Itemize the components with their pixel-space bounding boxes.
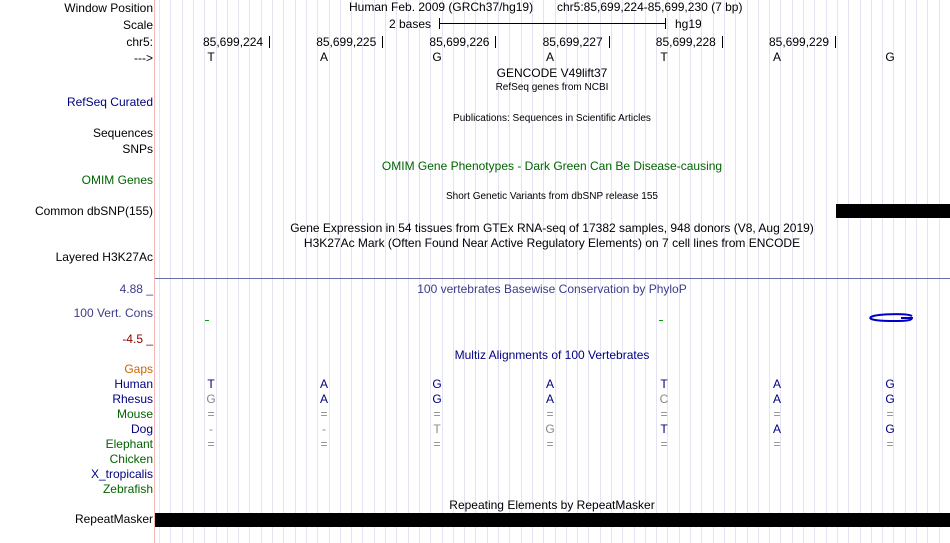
alignment-cell: A bbox=[545, 392, 555, 406]
window-position-label: Window Position bbox=[64, 1, 153, 15]
phylop-max-label: 4.88 _ bbox=[119, 282, 153, 296]
alignment-cell: T bbox=[207, 377, 215, 391]
sequences-label[interactable]: Sequences bbox=[92, 126, 153, 140]
coordinate-tick bbox=[382, 36, 383, 48]
coordinate-tick bbox=[609, 36, 610, 48]
phylop-logo-glyph bbox=[868, 313, 918, 325]
alignment-cell: G bbox=[885, 392, 895, 406]
coordinate-tick-label: 85,699,227 bbox=[542, 35, 603, 49]
alignment-cell: = bbox=[433, 437, 441, 451]
scale-bar-right-tick bbox=[665, 18, 666, 29]
alignment-cell: G bbox=[432, 377, 442, 391]
coordinate-tick bbox=[835, 36, 836, 48]
db-text: hg19 bbox=[675, 17, 702, 31]
chrom-label: chr5: bbox=[126, 35, 153, 49]
common-dbsnp-label[interactable]: Common dbSNP(155) bbox=[34, 204, 153, 218]
alignment-cell: = bbox=[320, 407, 328, 421]
base-letter: A bbox=[545, 50, 555, 64]
coordinate-tick-label: 85,699,228 bbox=[655, 35, 716, 49]
alignment-cell: = bbox=[886, 407, 894, 421]
alignment-cell: A bbox=[772, 377, 782, 391]
gaps-label[interactable]: Gaps bbox=[124, 362, 153, 376]
h3k27ac-track-title[interactable]: H3K27Ac Mark (Often Found Near Active Regulatory Elements) on 7 cell lines from ENCODE bbox=[303, 236, 801, 250]
coordinate-tick-label: 85,699,226 bbox=[429, 35, 490, 49]
alignment-cell: A bbox=[772, 422, 782, 436]
alignment-cell: T bbox=[660, 422, 668, 436]
coordinate-tick bbox=[495, 36, 496, 48]
coordinate-tick bbox=[269, 36, 270, 48]
publications-track-title[interactable]: Publications: Sequences in Scientific Articles bbox=[453, 113, 651, 124]
alignment-cell: = bbox=[546, 437, 554, 451]
species-label[interactable]: X_tropicalis bbox=[90, 467, 153, 481]
h3k27ac-baseline bbox=[155, 278, 950, 279]
alignment-cell: = bbox=[546, 407, 554, 421]
position-text[interactable]: chr5:85,699,224-85,699,230 (7 bp) bbox=[557, 0, 743, 14]
alignment-cell: C bbox=[659, 392, 669, 406]
scale-label: Scale bbox=[122, 18, 153, 32]
base-letter: A bbox=[319, 50, 329, 64]
alignment-cell: G bbox=[545, 422, 555, 436]
alignment-cell: = bbox=[207, 437, 215, 451]
species-label[interactable]: Chicken bbox=[109, 452, 153, 466]
alignment-cell: = bbox=[660, 407, 668, 421]
base-letter: T bbox=[660, 50, 668, 64]
alignment-cell: G bbox=[206, 392, 216, 406]
alignment-cell: G bbox=[885, 422, 895, 436]
dbsnp-track-title[interactable]: Short Genetic Variants from dbSNP release 155 bbox=[446, 191, 658, 202]
base-letter: G bbox=[885, 50, 895, 64]
base-letter: A bbox=[772, 50, 782, 64]
repeatmasker-label[interactable]: RepeatMasker bbox=[74, 512, 153, 526]
alignment-cell: = bbox=[773, 437, 781, 451]
refseq-curated-label[interactable]: RefSeq Curated bbox=[66, 95, 153, 109]
gencode-track-title[interactable]: GENCODE V49lift37 bbox=[496, 66, 608, 80]
phylop-mark-2 bbox=[659, 320, 663, 321]
alignment-cell: - bbox=[209, 422, 213, 436]
refseq-track-title[interactable]: RefSeq genes from NCBI bbox=[495, 82, 609, 93]
base-letter: T bbox=[207, 50, 215, 64]
multiz-track-title[interactable]: Multiz Alignments of 100 Vertebrates bbox=[454, 348, 650, 362]
strand-label: ---> bbox=[134, 51, 153, 65]
coordinate-tick-label: 85,699,225 bbox=[316, 35, 377, 49]
species-label[interactable]: Zebrafish bbox=[102, 482, 153, 496]
alignment-cell: A bbox=[545, 377, 555, 391]
alignment-cell: T bbox=[433, 422, 441, 436]
alignment-cell: = bbox=[660, 437, 668, 451]
coordinate-tick-label: 85,699,224 bbox=[203, 35, 264, 49]
snps-label[interactable]: SNPs bbox=[122, 142, 153, 156]
omim-genes-label[interactable]: OMIM Genes bbox=[81, 173, 153, 187]
alignment-cell: - bbox=[322, 422, 326, 436]
alignment-cell: G bbox=[432, 392, 442, 406]
alignment-cell: G bbox=[885, 377, 895, 391]
alignment-cell: = bbox=[433, 407, 441, 421]
species-label[interactable]: Dog bbox=[130, 422, 153, 436]
coordinate-tick bbox=[722, 36, 723, 48]
phylop-track-label[interactable]: 100 Vert. Cons bbox=[73, 306, 153, 320]
alignment-cell: = bbox=[773, 407, 781, 421]
alignment-cell: T bbox=[660, 377, 668, 391]
coordinate-tick-label: 85,699,229 bbox=[769, 35, 830, 49]
alignment-cell: A bbox=[772, 392, 782, 406]
species-label[interactable]: Elephant bbox=[105, 437, 153, 451]
alignment-cell: A bbox=[319, 392, 329, 406]
repeatmasker-track-title[interactable]: Repeating Elements by RepeatMasker bbox=[449, 498, 655, 512]
omim-track-title[interactable]: OMIM Gene Phenotypes - Dark Green Can Be Disease-causing bbox=[381, 159, 723, 173]
dbsnp-feature[interactable] bbox=[836, 204, 950, 218]
alignment-cell: = bbox=[320, 437, 328, 451]
alignment-cell: A bbox=[319, 377, 329, 391]
layered-h3k27ac-label[interactable]: Layered H3K27Ac bbox=[55, 250, 153, 264]
assembly-text: Human Feb. 2009 (GRCh37/hg19) bbox=[349, 0, 534, 14]
alignment-cell: = bbox=[207, 407, 215, 421]
base-letter: G bbox=[432, 50, 442, 64]
repeatmasker-feature[interactable] bbox=[155, 513, 950, 527]
alignment-cell: = bbox=[886, 437, 894, 451]
species-label[interactable]: Rhesus bbox=[112, 392, 153, 406]
species-label[interactable]: Human bbox=[114, 377, 153, 391]
phylop-track-title[interactable]: 100 vertebrates Basewise Conservation by PhyloP bbox=[417, 282, 687, 296]
gtex-track-title[interactable]: Gene Expression in 54 tissues from GTEx RNA-seq of 17382 samples, 948 donors (V8, Aug 2019) bbox=[290, 221, 814, 235]
scale-bar bbox=[439, 23, 665, 24]
scale-text: 2 bases bbox=[389, 17, 432, 31]
label-column-divider bbox=[154, 0, 155, 543]
species-label[interactable]: Mouse bbox=[116, 407, 153, 421]
phylop-mark-1 bbox=[205, 320, 209, 321]
phylop-min-label: -4.5 _ bbox=[122, 332, 153, 346]
